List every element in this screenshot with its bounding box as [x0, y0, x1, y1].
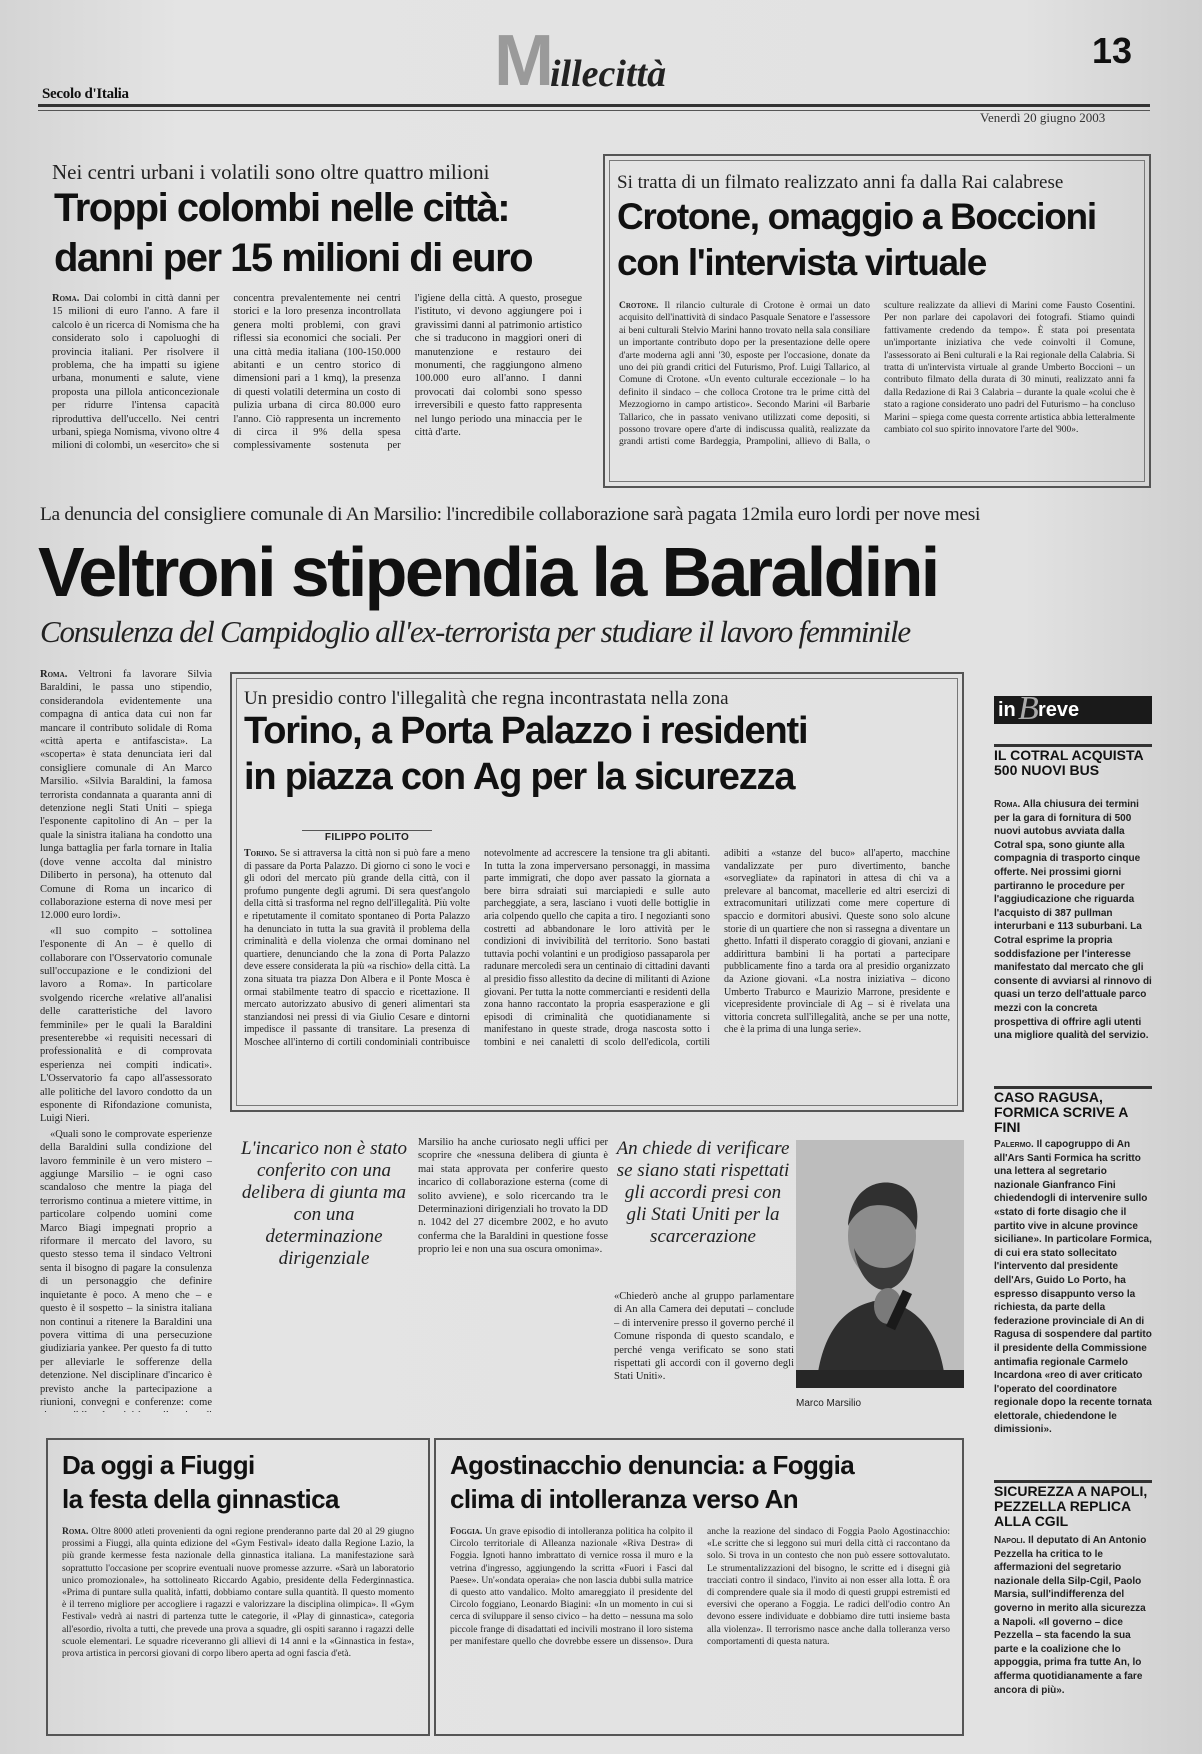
- veltroni-body-p1: Veltroni fa lavorare Silvia Baraldini, le passa uno stipendio, considerandola evidentemente una compagna di antica data cui non far mancare il contributo solidale di Roma «città aperta e antifascista». La «scoperta» è stata denunciata ieri dal consigliere comunale di An Marco Marsilio. «Silvia Baraldini, la famosa terrorista condannata a quaranta anni di detenzione negli Stati Uniti – spiega l'esponente capitolino di An – per la quale la sinistra italiana ha condotto una lunga battaglia per farla tornare in Italia (dove venne accolta dal ministro Diliberto in persona), ha ottenuto dal Comune di Roma un incarico di collaborazione esterna di nove mesi per 12.000 euro lordi».: [40, 669, 212, 922]
- brief-1-city: Roma.: [994, 799, 1021, 810]
- torino-body: [244, 848, 950, 1102]
- veltroni-body-p2: «Il suo compito – sottolinea l'esponente di An – è quello di collaborare con l'Osservatorio comunale sull'occupazione e le condizioni del lavoro a Roma». In particolare svolgendo ricerche «relative all'analisi delle caratteristiche del lavoro femminile» per le quali la Baraldini presenterebbe «i requisiti necessari di professionalità e di comprovata esperienza nei compiti indicati». L'Osservatorio fa capo all'assessorato alle politiche del lavoro condotto da un esponente di Rifondazione comunista, Luigi Nieri.: [40, 925, 212, 1125]
- veltroni-body-end: [614, 1290, 794, 1412]
- article-pigeons: [46, 150, 586, 490]
- brief-2-city: Palermo.: [994, 1139, 1034, 1150]
- crotone-text: Il rilancio culturale di Crotone è ormai un dato acquisito dell'inattività di sindaco Pasquale Senatore e l'assessore ai beni culturali Stelvio Marini hanno trovato nella sala consiliare un importante contributo dopo per la presentazione delle opere d'arte moderna agli anni '30, esposte per l'occasione, donate da uno dei più grandi critici del Futurismo, Prof. Luigi Tallarico, al Comune di Crotone. «Un evento culturale eccezionale – lo ha definito il sindaco – che colloca Crotone tra le prime città del Mezzogiorno in campo artistico». Secondo Marini «il Barbarie Tallarico, che in passato venivano utilizzati come depositi, si possono trovare opere d'arte di indiscussa qualità, realizzate da grandi artisti come Bardeggia, Prampolini, allievo di Balla, o sculture realizzate da allievi di Marini come Fausto Cosentini. Per non parlare dei capolavori dei fotografi. Stiamo quindi fattivamente credendo da tempo». È stata poi presentata un'importante iniziativa che vede coinvolti il Comune, l'assessorato ai Beni culturali e la Rai regionale della Calabria. Si tratta di un'intervista virtuale al grande Umberto Boccioni – un contributo filmato della durata di 30 minuti, realizzato anni fa dalla Redazione di Rai 3 Calabria – durante la quale «colui che è stato a ragione considerato uno padri del Futurismo – ha concluso Marini – spiega come questa corrente artistica abbia letteralmente cambiato col suo spirito innovatore l'arte del '900».: [619, 301, 1135, 448]
- in-breve-prefix: in: [998, 699, 1016, 721]
- in-breve-banner: [994, 690, 1152, 727]
- brief-2-title: CASO RAGUSA, FORMICA SCRIVE A FINI: [994, 1089, 1128, 1135]
- brief-2-body: [994, 1138, 1152, 1468]
- foggia-headline-1: Agostinacchio denuncia: a Foggia: [450, 1450, 855, 1480]
- torino-city: Torino.: [244, 848, 277, 859]
- masthead-rule-top: [38, 104, 1150, 107]
- fiuggi-headline-1: Da oggi a Fiuggi: [62, 1450, 255, 1480]
- sidebar-in-breve: [994, 682, 1152, 1754]
- pigeons-text: Dai colombi in città danni per 15 milioni di euro l'anno. A fare il calcolo è un ricerca di Nomisma che ha considerato solo i capoluoghi di provincia italiani. Per risolvere il problema, che ha impatti su igiene urbana, monumenti e salute, viene proposta una pillola anticoncezionale per ridurre l'intensa capacità riproduttiva dell'uccello. Nei centri urbani, spiega Nomisma, vivono oltre 4 milioni di colombi, un «esercito» che si concentra prevalentemente nei centri storici e la loro presenza incontrollata genera molti problemi, con gravi riflessi sia economici che sociali. Per una città media italiana (100-150.000 abitanti e un centro storico di dimensioni pari a 1 kmq), la presenza di questi volatili determina un costo di pulizia urbana di circa 80.000 euro l'anno. Ciò rappresenta un incremento di circa il 9% della spesa complessivamente sostenuta per l'igiene della città. A questo, prosegue l'istituto, vi devono aggiungere poi i gravissimi danni al patrimonio artistico che si traducono in maggiori oneri di manutenzione e restauro dei monumenti, che raggiungono almeno 100.000 euro all'anno. I danni provocati dai colombi sono spesso irreversibili e questo fatto rappresenta nel lungo periodo una minaccia per le città d'arte.: [52, 293, 582, 452]
- veltroni-body-continuation: [418, 1136, 608, 1412]
- veltroni-pullquote-right: An chiede di verificare se siano stati rispettati gli accordi presi con gli Stati Uniti per la scarcerazione: [616, 1138, 790, 1247]
- in-breve-initial: B: [1018, 690, 1039, 727]
- article-fiuggi: [46, 1438, 430, 1736]
- veltroni-city: Roma.: [40, 669, 68, 680]
- veltroni-pullquote-left: L'incarico non è stato conferito con una delibera di giunta ma con una determinazione dirigenziale: [240, 1138, 408, 1269]
- foggia-text: Un grave episodio di intolleranza politica ha colpito il Circolo territoriale di Alleanza nazionale «Riva Destra» di Foggia. Ignoti hanno imbrattato di vernice rossa il muro e la vetrina d'ingresso, aggiungendo la scritta «Fuori i Fasci dal Paese». Un'«ondata operaia» che non lascia dubbi sulla matrice di questo atto vandalico. Molto amareggiato il presidente del Circolo foggiano, Leonardo Biagini: «In un momento in cui si cerca di sviluppare il senso civico – ha detto – nessuna ma solo piccole frange di disadattati ed incivili mostrano il loro sistema per manifestare quello che dovrebbe essere un dissenso». Dura anche la reazione del sindaco di Foggia Paolo Agostinacchio: «Le scritte che si leggono sui muri della città ci raccontano da solo. Si trova in un contesto che non può essere sottovalutato. Le strumentalizzazioni del bisogno, le scritte ed i disegni già tracciati contro il sindaco, l'invito ai non esser alla lotta. È ora di comprendere quale sia il modo di questi gruppi estremisti ed eversivi che operano a Foggia. Le radici dell'odio contro An devono essere individuate e dobbiamo dire tutti insieme basta alla violenza». Il terrorismo nasce anche dalla tolleranza verso comportamenti di questa natura.: [450, 1527, 950, 1647]
- brief-1-body: [994, 798, 1152, 1110]
- veltroni-subhead: Consulenza del Campidoglio all'ex-terrorista per studiare il lavoro femminile: [40, 614, 910, 649]
- section-title: [494, 21, 667, 101]
- veltroni-body-p5: «Chiederò anche al gruppo parlamentare di An alla Camera dei deputati – conclude – di intervenire presso il governo perché il Comune risponda di questo scandalo, e perché venga verificato se sono stati rispettati gli accordi con il governo degli Stati Uniti».: [614, 1291, 794, 1383]
- veltroni-headline: Veltroni stipendia la Baraldini: [38, 533, 938, 611]
- in-breve-rest: reve: [1038, 699, 1080, 721]
- veltroni-body-column: [40, 668, 212, 1412]
- pigeons-headline-1: Troppi colombi nelle città:: [54, 186, 510, 230]
- crotone-headline-1: Crotone, omaggio a Boccioni: [617, 196, 1096, 237]
- article-foggia: [434, 1438, 964, 1736]
- foggia-city: Foggia.: [450, 1527, 483, 1537]
- brief-3-body: [994, 1534, 1152, 1750]
- issue-date: Venerdì 20 giugno 2003: [980, 110, 1106, 125]
- crotone-city: Crotone.: [619, 301, 659, 311]
- photo-caption: Marco Marsilio: [796, 1398, 862, 1409]
- pigeons-kicker: Nei centri urbani i volatili sono oltre quattro milioni: [52, 160, 490, 184]
- pigeons-headline-2: danni per 15 milioni di euro: [54, 236, 533, 280]
- torino-headline-2: in piazza con Ag per la sicurezza: [244, 756, 795, 798]
- brief-3-title: SICUREZZA A NAPOLI, PEZZELLA REPLICA ALLA CGIL: [994, 1483, 1148, 1529]
- pigeons-city: Roma.: [52, 293, 80, 304]
- torino-kicker: Un presidio contro l'illegalità che regna incontrastata nella zona: [244, 688, 729, 709]
- veltroni-body-p3: «Quali sono le comprovate esperienze della Baraldini sulla condizione del lavoro femminile è un vero mistero – aggiunge Marsilio – ie ogni caso scandaloso che mentre la piaga del terrorismo continua a mietere vittime, in particolare colpendo uomini come Marco Biagi impegnati proprio a riformare il mercato del lavoro, su questo stesso tema il sindaco Veltroni senta il bisogno di pagare la consulenza di un personaggio che definire inquietante è poco. A meno che – e questo è il sospetto – la sinistra italiana non continui a ritenere la Baraldini una povera vittima di una persecuzione giudiziaria yankee. Per questo fa di tutto per alleviarle le sofferenze della detenzione. Nel disciplinare d'incarico è previsto anche la partecipazione a riunioni, convegni e conferenze: come: [40, 1128, 212, 1408]
- portrait-illustration: [796, 1140, 964, 1388]
- page-number: 13: [1092, 30, 1133, 71]
- fiuggi-city: Roma.: [62, 1527, 89, 1537]
- torino-byline: FILIPPO POLITO: [302, 830, 432, 843]
- section-rest: illecittà: [549, 53, 667, 95]
- brief-1-text: Alla chiusura dei termini per la gara di fornitura di 500 nuovi autobus avviata dalla Cotral spa, sono giunte alla compagnia di trasporto cinque offerte. Nei prossimi giorni partiranno le procedure per l'aggiudicazione che riguarda l'acquisto di 387 pullman interurbani e 113 suburbani. La Cotral esprime la propria soddisfazione per l'interesse manifestato dal mercato che gli consente di avviarsi al rinnovo di quasi un terzo dell'attuale parco mezzi con la concreta prospettiva di offrire agli utenti una migliore qualità del servizio.: [994, 799, 1152, 1042]
- fiuggi-text: Oltre 8000 atleti provenienti da ogni regione prenderanno parte dal 20 al 29 giugno prossimi a Fiuggi, alla quinta edizione del «Gym Festival» ideato dalla Regione Lazio, la più grande kermesse festa nazionale della ginnastica italiana. La manifestazione sarà soprattutto l'occasione per scoprire eventuali nuove promesse azzurre. «Sarà un laboratorio unico promozionale», ha sottolineato Riccardo Agabio, presidente della Federginnastica. «Prima di puntare sulla qualità, infatti, dobbiamo contare sulla quantità. Il questo momento è il terreno migliore per accogliere i ragazzi e valorizzare la disciplina olimpica». Il «Gym Festival» vedrà ai nastri di partenza tutte le categorie, il «Play di ginnastica», categoria all'esordio, rivolta a tutti, che prevede una prova a squadre, gli ospiti saranno i ragazzi delle scuole elementari. Le squadre riceveranno gli allievi di 14 anni e la «Ginnastica in festa», prova artistica in percorsi giovani di corpo libero aperta ad ogni fascia d'età.: [62, 1527, 414, 1660]
- article-crotone: [603, 154, 1151, 488]
- section-initial: M: [494, 21, 554, 101]
- brief-1-title: IL COTRAL ACQUISTA 500 NUOVI BUS: [994, 747, 1144, 778]
- foggia-body: [450, 1526, 950, 1726]
- brief-3-text: Il deputato di An Antonio Pezzella ha critica to le affermazioni del segretario nazionale della Silp-Cgil, Paolo Marsia, sull'indifferenza del governo in merito alla sicurezza a Napoli. «Il governo – dice Pezzella – sta facendo la sua parte e la coalizione che lo appoggia, prima fra tutte An, lo afferma quotidianamente a fare ancora di più».: [994, 1535, 1147, 1696]
- brief-3-city: Napoli.: [994, 1535, 1026, 1546]
- crotone-kicker: Si tratta di un filmato realizzato anni fa dalla Rai calabrese: [617, 172, 1064, 193]
- fiuggi-body: [62, 1526, 414, 1726]
- fiuggi-headline-2: la festa della ginnastica: [62, 1484, 339, 1514]
- brief-2-text: Il capogruppo di An all'Ars Santi Formica ha scritto una lettera al segretario nazionale Gianfranco Fini chiedendogli di intervenire sullo «stato di forte disagio che il partito vive in alcune province siciliane». In particolare Formica, di cui era stato sollecitato l'intervento dal presidente dell'Ars, Guido Lo Porto, ha espresso disappunto verso la richiesta, da parte della federazione provinciale di An di Ragusa di sospendere dal partito il presidente della Commissione antimafia regionale Carmelo Incardona «reo di aver criticato l'operato del coordinatore regionale dopo la recente tornata elettorale, chiedendone le dimissioni».: [994, 1139, 1152, 1436]
- marsilio-photo: [796, 1140, 964, 1388]
- crotone-body: [619, 300, 1135, 480]
- torino-text: Se si attraversa la città non si può fare a meno di passare da Porta Palazzo. Di giorno ci sono le voci e gli odori del mercato più grande della città, con il profumo pungente degli agrumi. Di sera quest'angolo della città si trasforma nel regno dell'illegalità. Più volte e ripetutamente il comitato spontaneo di Porta Palazzo ha denunciato in tutta la sua gravità il problema della criminalità e della violenza che ormai dominano nel quartiere, denunciando che la zona di Porta Palazzo deve essere considerata la più «a rischio» della città. La zona situata tra piazza Don Albera e il Ponte Mosca è ormai stabilmente teatro di spaccio e ricettazione. Il mercato autorizzato abusivo di generi alimentari sta stanziandosi nei pressi di via Giulio Cesare e dintorni impedisce il passante di transitare. La presenza di Moschee all'interno di cortili condominiali contribuisce notevolmente ad accrescere la tensione tra gli abitanti. In tutta la zona imperversano personaggi, in massima parte immigrati, che dopo aver passato la giornata a bere birra sdraiati sui marciapiedi e sulle auto parcheggiate, a sera, lasciano i vuoti delle bottiglie in aria colpendo quello che capita a tiro. I negozianti sono costretti ad abbandonare le loro attività per le condizioni di invivibilità del territorio. Sono bastati tuttavia pochi volantini e un prodigioso passaparola per radunare mercoledì sera un centinaio di cittadini davanti al presidio fisso allestito da decine di militanti di Azione giovani. Per tutta la notte commercianti e residenti della zona hanno raccontato la propria esasperazione e gli episodi di criminalità che quotidianamente si manifestano in queste strade, droga nascosta sotto i tombini e nei canaletti di scolo dell'edicola, cortili adibiti a «stanze del buco» all'aperto, macchine vandalizzate per puro divertimento, banche «sorvegliate» da rapinatori in attesa di chi va a prelevare al bancomat, macellerie ed altri esercizi di extracomunitari utilizzati come mere coperture di spaccio e dormitori abusivi. Queste sono solo alcune storie di un quartiere che non si rassegna a diventare un ghetto. Infatti il disperato coraggio di giovani, anziani e addirittura bambini li ha portati a partecipare pubblicamente fino a tarda ora al presidio organizzato da Azione giovani. «La nostra iniziativa – dicono Umberto Traburco e Maurizio Marrone, presidente e vicepresidente provinciale di Ag – si è rivelata una vittoria concreta sull'illegalità, anche se per una notte, che è la prima di una lunga serie».: [244, 848, 950, 1048]
- newspaper-name: Secolo d'Italia: [42, 86, 129, 102]
- foggia-headline-2: clima di intolleranza verso An: [450, 1484, 799, 1514]
- veltroni-body-p4: Marsilio ha anche curiosato negli uffici per scoprire che «nessuna delibera di giunta è mai stata approvata per conferire questo incarico di collaborazione esterna (come di solito avviene), e solo ricercando tra le Determinazioni dirigenziali ho trovato la DD n. 1042 del 27 dicembre 2002, e ho avuto conferma che la Baraldini in questione fosse proprio lei e non una sua oscura omonima».: [418, 1137, 608, 1256]
- crotone-headline-2: con l'intervista virtuale: [617, 242, 987, 283]
- torino-headline-1: Torino, a Porta Palazzo i residenti: [244, 710, 808, 752]
- veltroni-kicker: La denuncia del consigliere comunale di An Marsilio: l'incredibile collaborazione sarà pagata 12mila euro lordi per nove mesi: [40, 504, 981, 525]
- article-torino: [230, 672, 964, 1112]
